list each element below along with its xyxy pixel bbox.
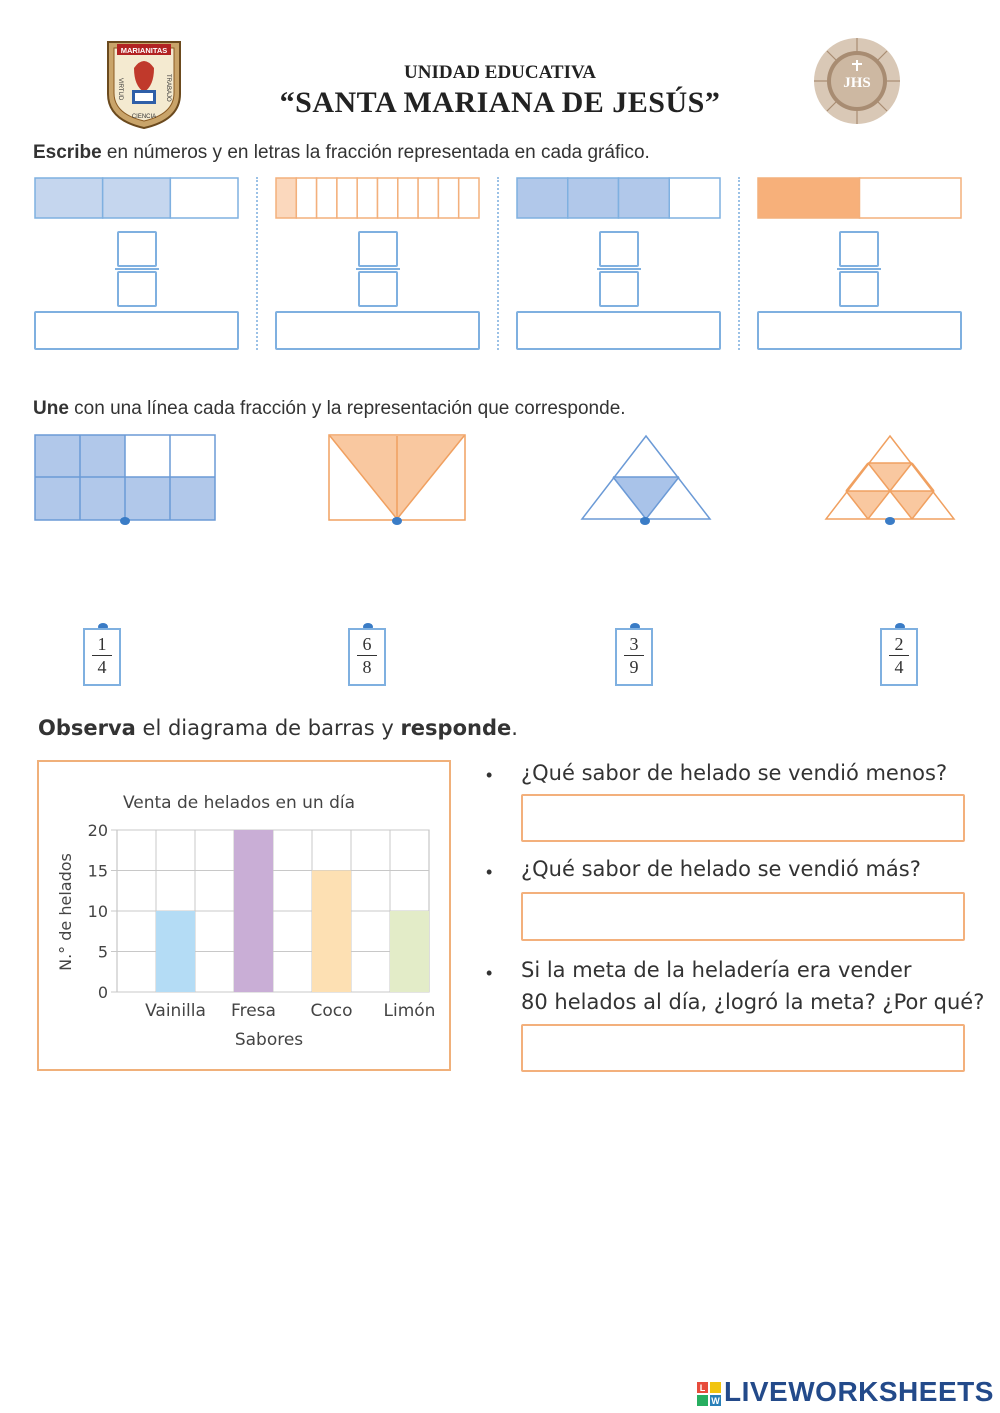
unshaded-part [860,178,962,218]
chart-bar-coco [312,871,351,993]
crest-text-top: MARIANITAS [120,46,168,55]
fraction-graphic-1 [34,177,239,219]
fraction-card-3: 3 9 [615,628,653,686]
ice-cream-bar-chart [39,762,449,1069]
chart-xtick-label: Fresa [231,1001,276,1021]
denominator-input-2[interactable] [358,271,398,307]
answer-input-3[interactable] [521,1024,965,1072]
liveworksheets-badge [697,1382,721,1406]
chart-ytick-label: 20 [87,821,108,840]
connection-dot[interactable] [885,517,895,525]
numerator-input-3[interactable] [599,231,639,267]
chart-ytick-label: 0 [97,983,108,1002]
chart-ytick-label: 15 [87,861,108,881]
fraction-graphic-2 [275,177,480,219]
orange-triangle-shape [824,434,956,521]
connection-dot[interactable] [640,517,650,525]
unshaded-part [337,178,357,218]
fraction-graphic-4 [757,177,962,219]
blue-triangle-shape [580,434,712,521]
numerator-input-2[interactable] [358,231,398,267]
chart-xtick-label: Coco [310,1001,353,1021]
shaded-part [517,178,568,218]
school-name-heading: “SANTA MARIANA DE JESÚS” [279,86,721,119]
question-1-text: ¿Qué sabor de helado se vendió menos? [521,761,948,785]
column-divider [256,177,258,350]
chart-bar-limón [390,911,429,992]
unshaded-part [418,178,438,218]
section3-instruction: Observa el diagrama de barras y responde. [38,716,518,740]
bullet: • [486,963,493,983]
shaded-part [276,178,296,218]
connection-dot[interactable] [392,517,402,525]
unshaded-part [459,178,479,218]
liveworksheets-brand[interactable]: LIVEWORKSHEETS [724,1376,994,1407]
fraction-words-input-2[interactable] [275,311,480,350]
grid-rectangle-shape [34,434,216,521]
chart-xlabel: Sabores [234,1030,304,1050]
bullet: • [486,765,493,785]
seal-text: JHS [843,75,871,91]
connection-dot[interactable] [120,517,130,525]
unshaded-part [357,178,377,218]
chart-ytick-label: 5 [97,942,108,962]
denominator-input-3[interactable] [599,271,639,307]
school-type-heading: UNIDAD EDUCATIVA [404,62,596,83]
fraction-bar-4 [837,268,881,270]
shaded-part [758,178,860,218]
unshaded-part [296,178,316,218]
crest-text-right: TRABAJO [165,74,171,102]
shaded-part [619,178,670,218]
crest-text-left: VIRTUD [117,78,123,101]
question-3-line1: Si la meta de la heladería era vender [521,958,912,982]
shaded-part [103,178,171,218]
column-divider [497,177,499,350]
fraction-bar-3 [597,268,641,270]
bullet: • [486,862,493,882]
triangle-rectangle-shape [328,434,466,521]
section1-instruction: Escribe en números y en letras la fracción representada en cada gráfico. [33,142,650,163]
bar-chart-frame [37,760,451,1071]
question-2-text: ¿Qué sabor de helado se vendió más? [521,857,921,881]
jesuit-seal-logo [812,36,902,126]
chart-xtick-label: Vainilla [145,1001,206,1021]
question-3-line2: 80 helados al día, ¿logró la meta? ¿Por qué? [521,990,985,1014]
chart-xtick-label: Limón [383,1001,436,1021]
fraction-graphic-3 [516,177,721,219]
fraction-card-4: 2 4 [880,628,918,686]
unshaded-part [317,178,337,218]
fraction-card-1: 1 4 [83,628,121,686]
section2-instruction: Une con una línea cada fracción y la representación que corresponde. [33,398,626,419]
numerator-input-4[interactable] [839,231,879,267]
unshaded-part [438,178,458,218]
fraction-card-2: 6 8 [348,628,386,686]
unshaded-part [398,178,418,218]
fraction-bar-2 [356,268,400,270]
numerator-input-1[interactable] [117,231,157,267]
denominator-input-4[interactable] [839,271,879,307]
column-divider [738,177,740,350]
chart-ylabel: N.° de helados [56,853,75,971]
badge-letter: W [711,1396,720,1406]
badge-letter: L [699,1383,706,1393]
shaded-part [568,178,619,218]
unshaded-part [170,178,238,218]
chart-ytick-label: 10 [87,902,108,921]
fraction-bar-1 [115,268,159,270]
shaded-part [35,178,103,218]
answer-input-1[interactable] [521,794,965,842]
unshaded-part [378,178,398,218]
chart-bar-fresa [234,830,273,992]
answer-input-2[interactable] [521,892,965,941]
fraction-words-input-1[interactable] [34,311,239,350]
chart-bar-vainilla [156,911,195,992]
chart-title: Venta de helados en un día [122,793,356,813]
crest-text-bottom: CIENCIA [131,114,157,120]
fraction-words-input-4[interactable] [757,311,962,350]
denominator-input-1[interactable] [117,271,157,307]
unshaded-part [669,178,720,218]
fraction-words-input-3[interactable] [516,311,721,350]
